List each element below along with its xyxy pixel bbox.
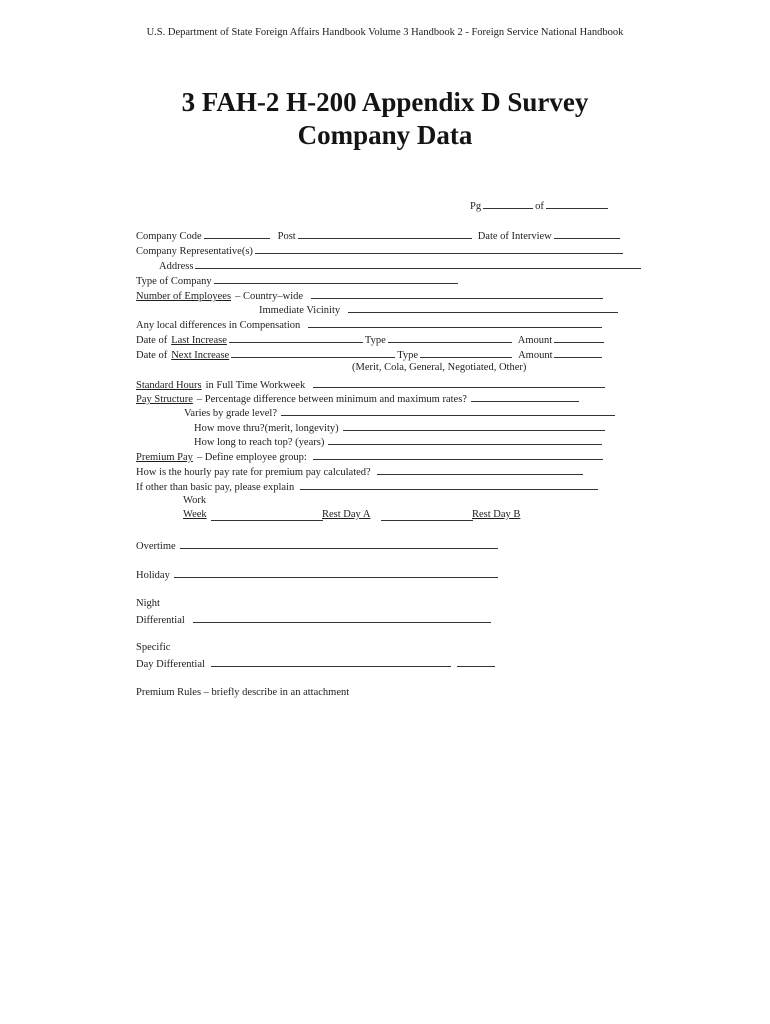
hourly-rate-row [136,465,585,478]
immediate-vicinity-row [259,303,620,316]
differential-label: Differential [136,615,185,626]
overtime-field[interactable] [180,539,498,549]
next-increase-amount-label: Amount [518,350,553,361]
country-wide-field[interactable] [311,289,603,299]
other-than-basic-field[interactable] [300,480,598,490]
employees-row [136,289,605,302]
premium-rules-note: Premium Rules – briefly describe in an attachment [136,687,350,698]
pay-structure-label: Pay Structure [136,394,193,405]
premium-pay-field[interactable] [313,450,603,460]
varies-by-grade-row [184,406,617,419]
night-differential-field[interactable] [193,613,491,623]
next-increase-type-field[interactable] [420,348,512,358]
full-time-workweek-label: in Full Time Workweek [205,380,306,391]
document-header: U.S. Department of State Foreign Affairs Handbook Volume 3 Handbook 2 - Foreign Service National Handbook [146,27,624,38]
week-underline [211,511,323,521]
day-differential-field[interactable] [211,657,451,667]
of-label: of [535,201,544,212]
how-long-top-row [194,435,604,448]
holiday-row [136,568,500,581]
other-than-basic-label: If other than basic pay, please explain [136,482,295,493]
last-increase-amount-field[interactable] [554,333,604,343]
other-than-basic-row [136,480,600,493]
immediate-vicinity-label: Immediate Vicinity [259,305,341,316]
increase-types-note: (Merit, Cola, General, Negotiated, Other) [352,362,527,373]
type-of-company-field[interactable] [214,274,458,284]
address-field[interactable] [195,259,641,269]
date-of-interview-field[interactable] [554,229,620,239]
company-code-row [136,229,622,242]
next-increase-amount-field[interactable] [554,348,602,358]
local-differences-label: Any local differences in Compensation [136,320,301,331]
varies-by-grade-label: Varies by grade level? [184,408,277,419]
how-long-top-label: How long to reach top? (years) [194,437,325,448]
next-increase-date-field[interactable] [231,348,395,358]
how-move-thru-row [194,421,607,434]
local-differences-field[interactable] [308,318,602,328]
how-move-thru-field[interactable] [343,421,605,431]
post-label: Post [277,231,296,242]
page-total-field[interactable] [546,199,608,209]
company-rep-label: Company Representative(s) [136,246,253,257]
immediate-vicinity-field[interactable] [348,303,618,313]
rest-day-a-label: Rest Day A [322,509,371,520]
company-code-field[interactable] [204,229,270,239]
type-of-company-row [136,274,460,287]
title-line-1: 3 FAH-2 H-200 Appendix D Survey [181,87,589,117]
local-differences-row [136,318,604,331]
last-increase-date-field[interactable] [229,333,363,343]
how-long-top-field[interactable] [328,435,602,445]
page-number-row [470,199,610,212]
day-differential-label: Day Differential [136,659,205,670]
overtime-label: Overtime [136,541,176,552]
premium-pay-question: – Define employee group: [196,452,307,463]
pay-structure-field[interactable] [471,392,579,402]
company-code-label: Company Code [136,231,202,242]
post-field[interactable] [298,229,472,239]
date-of-interview-label: Date of Interview [477,231,552,242]
title-line-2: Company Data [297,120,473,150]
hourly-rate-field[interactable] [377,465,583,475]
holiday-field[interactable] [174,568,498,578]
number-of-employees-label: Number of Employees [136,291,232,302]
work-label: Work [183,495,207,506]
premium-pay-row [136,450,605,463]
page-number-field[interactable] [483,199,533,209]
company-rep-row [136,244,625,257]
specific-label: Specific [136,642,171,653]
last-increase-row [136,333,606,346]
standard-hours-label: Standard Hours [136,380,202,391]
night-differential-row [136,613,493,626]
rest-day-a-underline [381,511,473,521]
company-rep-field[interactable] [255,244,623,254]
week-label: Week [183,509,207,520]
how-move-thru-label: How move thru?(merit, longevity) [194,423,339,434]
address-row [159,259,643,272]
date-of-label-2: Date of [136,350,168,361]
next-increase-type-label: Type [397,350,419,361]
day-differential-extra-field[interactable] [457,657,495,667]
type-of-company-label: Type of Company [136,276,212,287]
varies-by-grade-field[interactable] [281,406,615,416]
standard-hours-field[interactable] [313,378,605,388]
country-wide-label: – Country–wide [235,291,304,302]
date-of-label-1: Date of [136,335,168,346]
last-increase-type-label: Type [364,335,386,346]
address-label: Address [159,261,194,272]
night-label: Night [136,598,160,609]
premium-pay-label: Premium Pay [136,452,193,463]
overtime-row [136,539,500,552]
standard-hours-row [136,378,607,391]
last-increase-amount-label: Amount [517,335,553,346]
last-increase-type-field[interactable] [388,333,512,343]
hourly-rate-label: How is the hourly pay rate for premium pay calculated? [136,467,371,478]
next-increase-row [136,348,604,361]
pay-structure-row [136,392,581,405]
holiday-label: Holiday [136,570,170,581]
next-increase-label: Next Increase [171,350,230,361]
page-label: Pg [470,201,482,212]
last-increase-label: Last Increase [171,335,227,346]
day-differential-row [136,657,497,670]
rest-day-b-label: Rest Day B [472,509,521,520]
pay-structure-question: – Percentage difference between minimum and maximum rates? [196,394,467,405]
